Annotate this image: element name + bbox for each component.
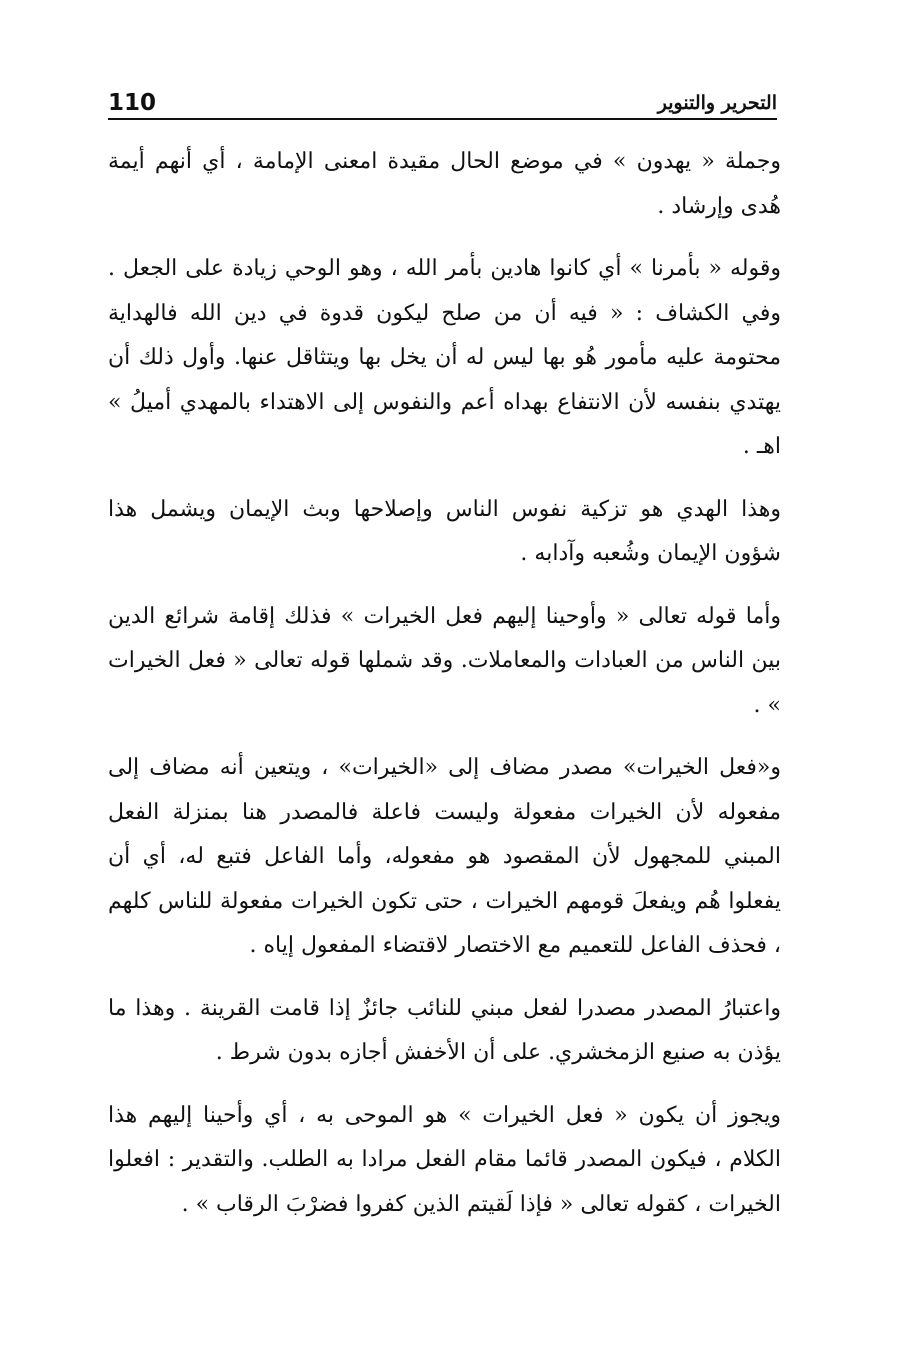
page-header [108,84,777,120]
paragraph: و«فعل الخيرات» مصدر مضاف إلى «الخيرات» ، ويتعين أنه مضاف إلى مفعوله لأن الخيرات مفعولة وليست فاعلة فالمصدر هنا بمنزلة الفعل المبني للمجهول لأن المقصود هو مفعوله، وأما الفاعل فتبع له، أي أن يفعلوا هُم ويفعلَ قومهم الخيرات ، حتى تكون الخيرات مفعولة للناس كلهم ، فحذف الفاعل للتعميم مع الاختصار لاقتضاء المفعول إياه . [108,755,781,958]
paragraph: وقوله « بأمرنا » أي كانوا هادين بأمر الله ، وهو الوحي زيادة على الجعل . وفي الكشاف : « فيه أن من صلح ليكون قدوة في دين الله فالهداية محتومة عليه مأمور هُو بها ليس له أن يخل بها ويتثاقل عنها. وأول ذلك أن يهتدي بنفسه لأن الانتفاع بهداه أعم والنفوس إلى الاهتداء بالمهدي أميلُ » اهـ . [108,256,781,459]
paragraph: ويجوز أن يكون « فعل الخيرات » هو الموحى به ، أي وأحينا إليهم هذا الكلام ، فيكون المصدر قائما مقام الفعل مرادا به الطلب. والتقدير : افعلوا الخيرات ، كقوله تعالى « فإذا لَقيتم الذين كفروا فضرْبَ الرقاب » . [108,1102,781,1217]
paragraph: وجملة « يهدون » في موضع الحال مقيدة امعنى الإمامة ، أي أنهم أيمة هُدى وإرشاد . [108,149,781,219]
page-body [108,140,781,1245]
paragraph: واعتبارُ المصدر مصدرا لفعل مبني للنائب جائزٌ إذا قامت القرينة . وهذا ما يؤذن به صنيع الزمخشري. على أن الأخفش أجازه بدون شرط . [108,995,781,1065]
paragraph: وهذا الهدي هو تزكية نفوس الناس وإصلاحها وبث الإيمان ويشمل هذا شؤون الإيمان وشُعبه وآدابه . [108,496,781,566]
page-number: 110 [108,90,157,116]
paragraph: وأما قوله تعالى « وأوحينا إليهم فعل الخيرات » فذلك إقامة شرائع الدين بين الناس من العبادات والمعاملات. وقد شملها قوله تعالى « فعل الخيرات » . [108,603,781,718]
running-title: التحرير والتنوير [657,92,777,114]
